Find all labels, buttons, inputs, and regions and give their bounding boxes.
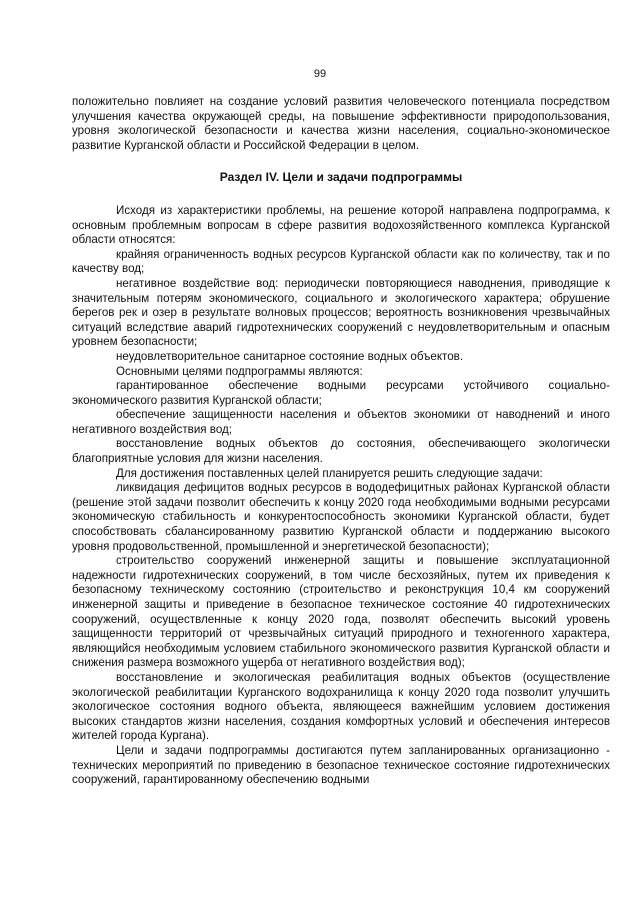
paragraph-tasks-intro: Для достижения поставленных целей планируется решить следующие задачи:	[116, 466, 543, 480]
paragraph-task-3: восстановление и экологическая реабилитация водных объектов (осуществление экологической реабилитации Курганского водохранилища к концу 2020 года позволит улучшить экологическое состояния водного объекта, являющееся важнейшим условием достижения высоких стандартов жизни населения, создания комфортных условий и обеспечения интересов жителей города Кургана).	[72, 670, 610, 743]
paragraph-problem-1: крайняя ограниченность водных ресурсов Курганской области как по количеству, так и по качеству вод;	[72, 247, 610, 276]
paragraph-problem-2: негативное воздействие вод: периодически повторяющиеся наводнения, приводящие к значительным потерям экономического, социального и экологического характера; обрушение берегов рек и озер в результате волновых процессов; вероятность возникновения чрезвычайных ситуаций вследствие аварий гидротехнических сооружений с неудовлетворительным и опасным уровнем безопасности;	[72, 276, 610, 349]
section-heading: Раздел IV. Цели и задачи подпрограммы	[219, 170, 463, 185]
paragraph-goal-1: гарантированное обеспечение водными ресурсами устойчивого социально-экономического развития Курганской области;	[72, 379, 610, 407]
paragraph-task-1: ликвидация дефицитов водных ресурсов в вододефицитных районах Курганской области (решение этой задачи позволит обеспечить к концу 2020 года необходимыми водными ресурсами экономическую стабильность и конкурентоспособность экономики Курганской области, будет способствовать сбалансированному развитию Курганской области и поддержанию высокого уровня продовольственной, промышленной и энергетической безопасности);	[72, 481, 610, 553]
paragraph-goal-3: восстановление водных объектов до состояния, обеспечивающего экологически благоприятные условия для жизни населения.	[72, 437, 610, 466]
paragraph-problems-intro: Исходя из характеристики проблемы, на решение которой направлена подпрограмма, к основным проблемным вопросам в сфере развития водохозяйственного комплекса Курганской области относятся:	[72, 203, 610, 247]
paragraph-problem-3: неудовлетворительное санитарное состояние водных объектов.	[116, 349, 464, 363]
paragraph-goal-2: обеспечение защищенности населения и объектов экономики от наводнений и иного негативного воздействия вод;	[72, 408, 610, 436]
paragraph-conclusion: Цели и задачи подпрограммы достигаются путем запланированных организационно - технических мероприятий по приведению в безопасное техническое состояние гидротехнических сооружений, гарантированному обеспечению водными	[72, 743, 610, 787]
paragraph-task-2: строительство сооружений инженерной защиты и повышение эксплуатационной надежности гидротехнических сооружений, в том числе бесхозяйных, путем их приведения к безопасному техническому состоянию (строительство и реконструкция 10,4 км сооружений инженерной защиты и приведение в безопасное техническое состояние 40 гидротехнических сооружений, осуществленные к концу 2020 года, позволят обеспечить высокий уровень защищенности территорий от чрезвычайных ситуаций природного и техногенного характера, являющийся необходимым условием стабильного экономического развития Курганской области и снижения размера возможного ущерба от негативного воздействия вод);	[72, 554, 610, 670]
paragraph-intro-continuation: положительно повлияет на создание условий развития человеческого потенциала посредством улучшения качества окружающей среды, на повышение эффективности природопользования, уровня экологической безопасности и качества жизни населения, социально-экономическое развитие Курганской области и Российской Федерации в целом.	[72, 95, 610, 152]
paragraph-goals-intro: Основными целями подпрограммы являются:	[116, 364, 363, 378]
page-number: 99	[313, 68, 327, 80]
document-body	[72, 95, 610, 788]
